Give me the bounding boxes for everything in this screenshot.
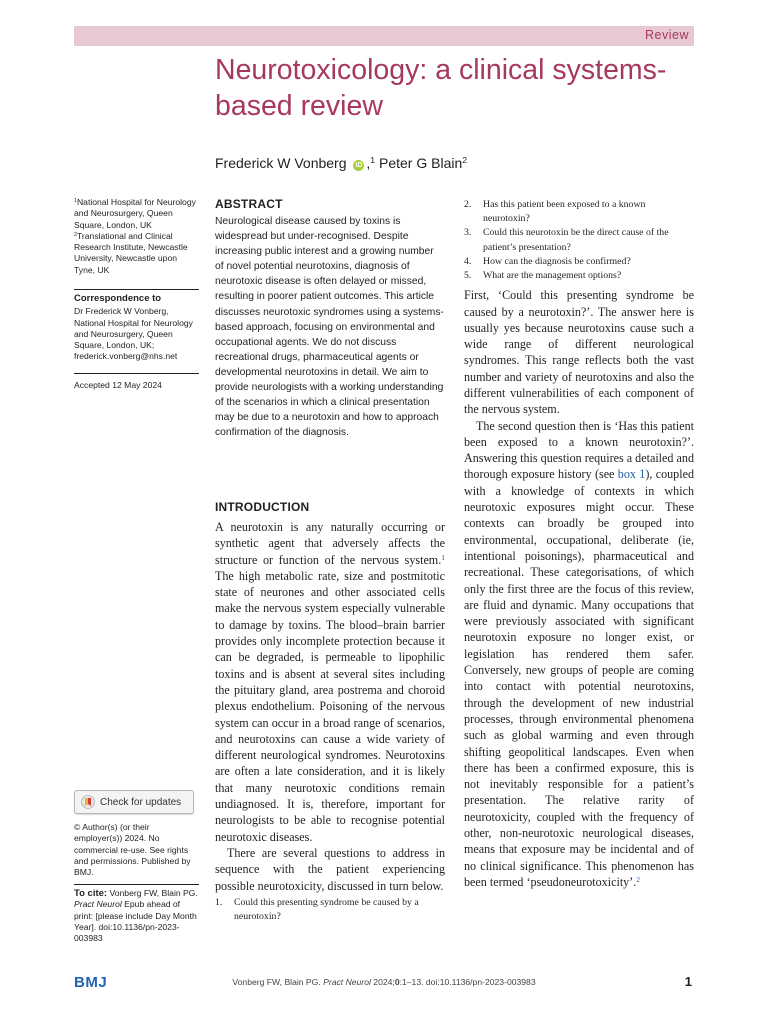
affiliation-item [74,197,199,231]
footer-citation-volume: 0 [394,977,400,987]
list-item [464,269,694,283]
list-item [464,198,694,226]
author-line [215,155,467,171]
article-title: Neurotoxicology: a clinical systems-based review [215,54,667,122]
list-text: How can the diagnosis be confirmed? [483,255,631,267]
list-number: 5. [464,270,472,282]
question-list [215,896,445,924]
right-column-body [464,287,694,890]
author-name[interactable]: Frederick W Vonberg [215,155,347,171]
page-number: 1 [684,974,692,989]
divider [74,884,199,885]
list-number: 3. [464,227,472,239]
affiliation-text: National Hospital for Neurology and Neurosurgery, Queen Square, London, UK [74,197,196,230]
to-cite-authors: Vonberg FW, Blain PG. [109,888,198,898]
crossmark-icon [81,795,95,809]
affiliations [74,197,199,276]
correspondence-heading: Correspondence to [74,293,162,304]
paragraph [215,519,445,845]
check-for-updates-label: Check for updates [100,796,182,808]
paragraph-text: The high metabolic rate, size and postmitotic state of neurones and other associated cells make the nervous system especially vulnerable to damage by toxins. The blood–brain barrier provides only incomplete protection because it can be degraded, is permeable to lipophilic toxins and is absent at several sites including the pituitary gland, area postrema and choroid plexus endothelium. Poisoning of the nervous system can occur in a broad range of scenarios, and neurotoxins can cause a wide variety of different neurological syndromes. Neurotoxins are often a late consideration, and it is likely that many neurotoxic conditions remain undiagnosed. It is, therefore, important for neurologists to be able to recognise potential neurotoxic diseases. [215,568,445,844]
affiliation-marker: 1 [370,155,376,166]
introduction-heading: INTRODUCTION [215,500,310,514]
page-footer [0,974,768,994]
to-cite-details: Epub ahead of print: [please include Day Month Year]. doi:10.1136/pn-2023-003983 [74,899,197,944]
divider [74,289,199,290]
box-link[interactable]: box 1 [617,467,646,482]
footer-citation-authors: Vonberg FW, Blain PG. [232,977,321,987]
question-list-continued [464,198,694,283]
list-number: 1. [215,896,223,908]
affiliation-text: Translational and Clinical Research Institute, Newcastle University, Newcastle upon Tyne, UK [74,230,188,275]
list-text: Could this neurotoxin be the direct cause of the patient’s presentation? [483,227,669,253]
author-name[interactable]: Peter G Blain [379,155,463,171]
footer-citation-journal: Pract Neurol [323,977,371,987]
list-number: 4. [464,255,472,267]
author-separator: , [366,155,371,171]
list-text: What are the management options? [483,270,622,282]
reference-link[interactable]: 2 [636,874,641,884]
list-item [464,226,694,254]
bmj-logo: BMJ [74,974,108,991]
correspondence [74,293,199,363]
list-item [215,896,445,924]
paragraph-text: A neurotoxin is any naturally occurring or synthetic agent that adversely affects the structure or function of the nervous system. [215,520,445,567]
to-cite-heading: To cite: [74,888,108,899]
affiliation-number: 2 [74,231,77,238]
accepted-date: Accepted 12 May 2024 [74,380,162,390]
abstract-section [215,197,445,440]
paragraph: There are several questions to address in sequence with the patient experiencing possible neurotoxicity, discussed in turn below. [215,845,445,893]
affiliation-number: 1 [74,198,77,205]
right-column [464,196,694,890]
section-banner [74,26,694,46]
affiliation-marker: 2 [462,155,468,166]
check-for-updates-button[interactable] [74,790,194,814]
paragraph-text: ), coupled with a knowledge of contexts in which neurotoxic exposures might occur. These contexts can broadly be grouped into environmental, occupational, deliberate (ie, intentional poisonings), pharmaceutical and recreational. These categorisations, of which only the first three are the focus of this review, are fluid and dynamic. Many occupations that were previously associated with significant neurotoxin exposure no longer exist, or legislation has rendered them safer. Conversely, new groups of people are coming into contact with potential neurotoxins, through the development of new industrial processes, through environmental phenomena such as global warming and even through shifting geopolitical landscapes. Even when there has been a confirmed exposure, this is not inevitably responsible for a patient’s presentation. The relative rarity of neurotoxicity, coupled with the frequency of other, non-neurotoxic neurological diseases, means that exposure may be incidental and of no clinical significance. This phenomenon has been termed ‘pseudoneurotoxicity’. [464,467,695,889]
affiliation-item [74,231,199,276]
footer-citation-doi: :1–13. doi:10.1136/pn-2023-003983 [399,977,536,987]
section-label: Review [645,28,689,42]
to-cite [74,888,199,944]
orcid-icon[interactable]: iD [355,162,363,169]
abstract-heading: ABSTRACT [215,197,283,211]
footer-citation [0,977,768,987]
divider [74,373,199,374]
to-cite-journal: Pract Neurol [74,899,122,910]
reference-link[interactable]: 1 [441,552,445,562]
list-number: 2. [464,199,472,210]
correspondence-text: Dr Frederick W Vonberg, National Hospital for Neurology and Neurosurgery, Queen Square, London, UK; frederick.vonberg@nhs.net [74,306,193,362]
paragraph [464,418,694,891]
paragraph-text: The second question then is ‘Has this patient been exposed to a known neurotoxin?’. Answering this question requires a detailed and thorough exposure history (see [464,418,694,482]
copyright-notice: © Author(s) (or their employer(s)) 2024. No commercial re-use. See rights and permissions. Published by BMJ. [74,822,191,878]
list-text: Could this presenting syndrome be caused by a neurotoxin? [234,896,419,923]
abstract-text: Neurological disease caused by toxins is widespread but under-recognised. Despite increasing public interest and a growing number of novel potential neurotoxins, diagnosis of neurotoxic disease is often delayed or missed, resulting in poorer patient outcomes. This article discusses neurotoxic syndromes using a systems-based approach, focusing on environmental and occupational agents. We do not discuss recreational drugs, pharmaceutical agents or developmental neurotoxins in detail. We aim to provide neurologists with a working understanding of the scenarios in which a clinical presentation may be due to a neurotoxin and how to approach confirmation of the diagnosis. [215,216,444,439]
footer-citation-year: 2024; [373,977,395,987]
list-text: Has this patient been exposed to a known neurotoxin? [483,199,646,225]
introduction-section [215,500,445,924]
list-item [464,255,694,269]
introduction-body [215,519,445,894]
paragraph: First, ‘Could this presenting syndrome be caused by a neurotoxin?’. The answer here is usually yes because neurotoxins cause such a wide range of different neurological syndromes. This range reflects both the vast number and variety of neurotoxins and also the different vulnerabilities of each component of the nervous system. [464,288,694,417]
